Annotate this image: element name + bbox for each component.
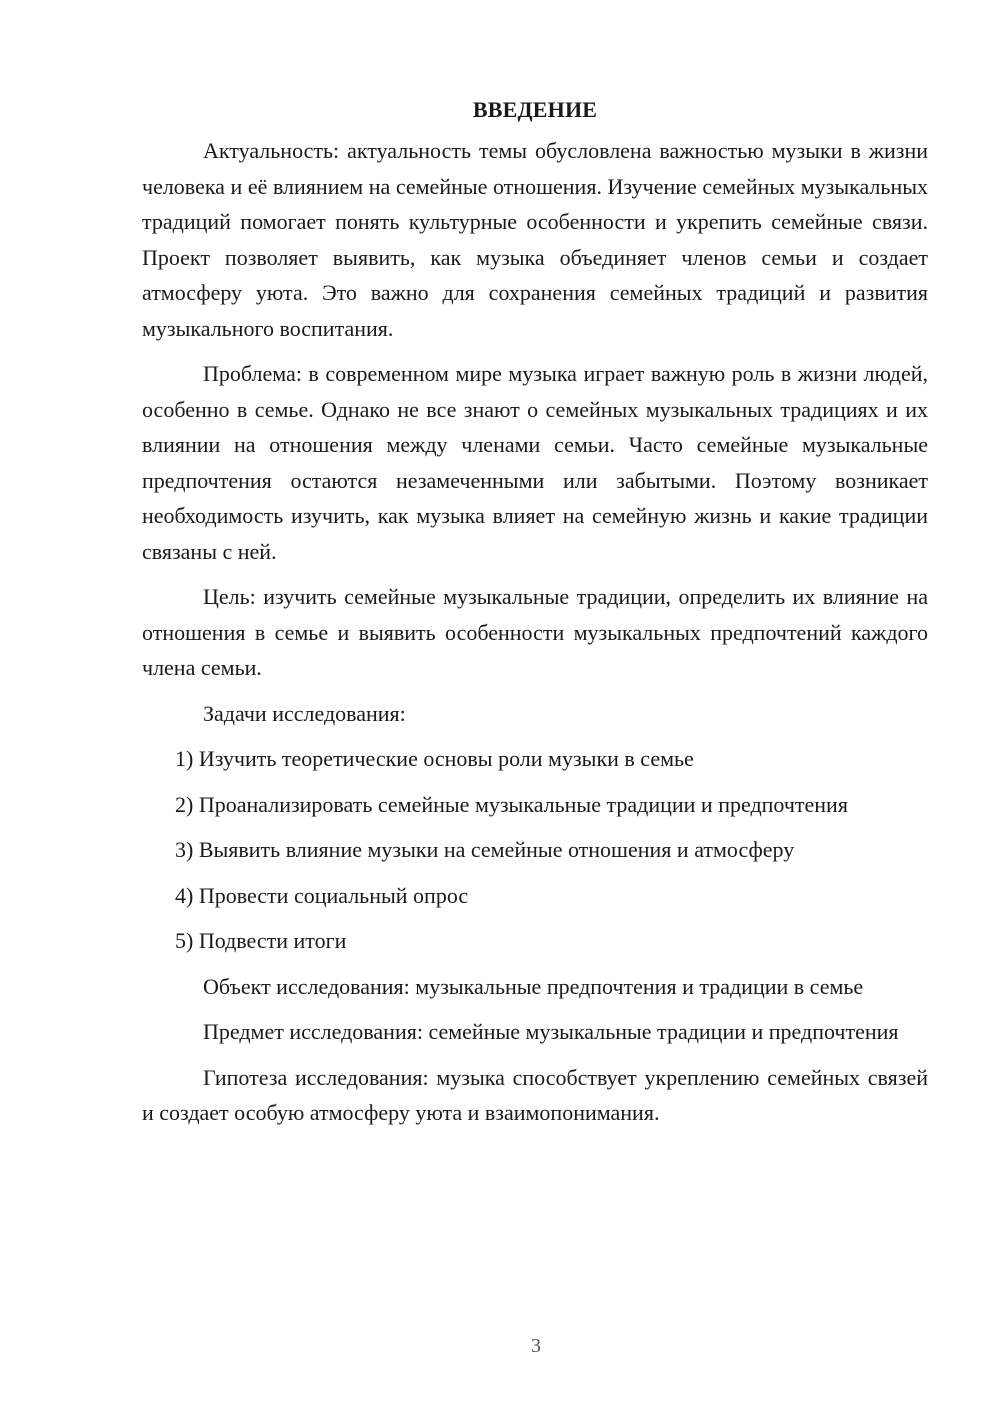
task-item-5: 5) Подвести итоги — [175, 928, 347, 953]
hypothesis-paragraph: Гипотеза исследования: музыка способствует укреплению семейных связей и создает особую атмосферу уюта и взаимопонимания. — [142, 1064, 928, 1125]
subject-paragraph: Предмет исследования: семейные музыкальные традиции и предпочтения — [203, 1019, 899, 1044]
object-paragraph: Объект исследования: музыкальные предпочтения и традиции в семье — [203, 973, 864, 999]
task-item-1: 1) Изучить теоретические основы роли музыки в семье — [175, 746, 694, 771]
goal-paragraph: Цель: изучить семейные музыкальные традиции, определить их влияние на отношения в семье и выявить особенности музыкальных предпочтений каждого члена семьи. — [142, 584, 928, 680]
task-item-3: 3) Выявить влияние музыки на семейные отношения и атмосферу — [175, 837, 795, 862]
task-item-2: 2) Проанализировать семейные музыкальные традиции и предпочтения — [175, 791, 848, 817]
tasks-heading: Задачи исследования: — [203, 700, 406, 726]
page-number: 3 — [531, 1335, 541, 1357]
problem-paragraph: Проблема: в современном мире музыка играет важную роль в жизни людей, особенно в семье. Однако не все знают о семейных музыкальных традициях и их влиянии на отношения между членами семьи. Часто семейные музыкальные предпочтения остаются незамеченными или забытыми. Поэтому возникает необходимость изучить, как музыка влияет на семейную жизнь и какие традиции связаны с ней. — [142, 361, 928, 564]
document-page — [142, 92, 928, 1141]
relevance-paragraph: Актуальность: актуальность темы обусловлена важностью музыки в жизни человека и её влиянием на семейные отношения. Изучение семейных музыкальных традиций помогает понять культурные особенности и укрепить семейные связи. Проект позволяет выявить, как музыка объединяет членов семьи и создает атмосферу уюта. Это важно для сохранения семейных традиций и развития музыкального воспитания. — [142, 138, 928, 341]
task-item-4: 4) Провести социальный опрос — [175, 882, 469, 908]
section-title: ВВЕДЕНИЕ — [472, 97, 598, 122]
